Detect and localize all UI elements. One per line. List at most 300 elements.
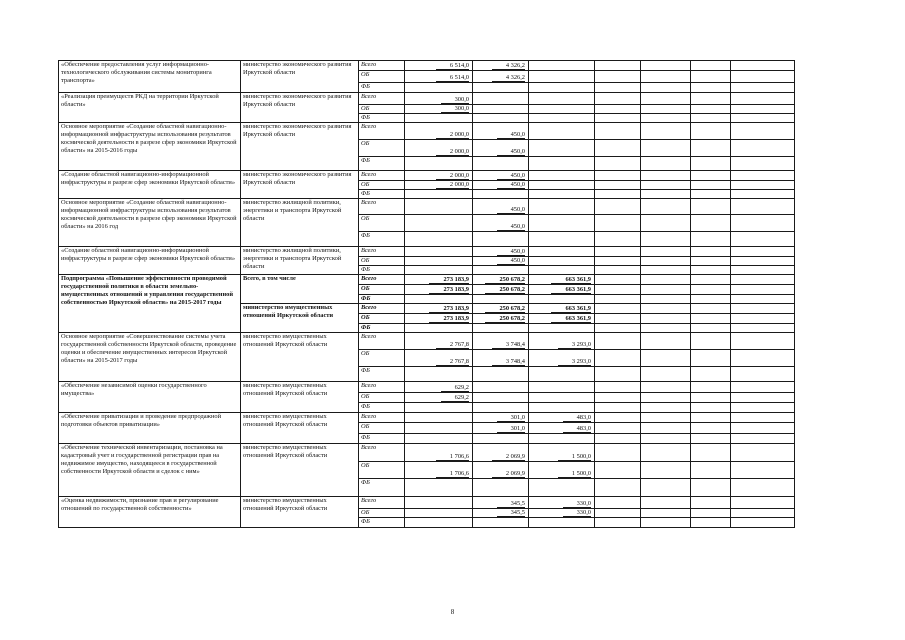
amount-cell <box>529 517 595 527</box>
amount-cell <box>405 303 473 313</box>
amount-cell <box>641 71 691 83</box>
amount-value: 1 706,6 <box>436 453 469 461</box>
amount-cell <box>529 381 595 392</box>
amount-cell <box>529 422 595 433</box>
amount-cell <box>691 443 731 461</box>
amount-cell <box>529 231 595 246</box>
amount-cell <box>691 156 731 170</box>
subprogram-name: Подпрограмма «Повышение эффективности проводимой государственной политики в области земельно-имущественных отношений и управления государственной собственностью Иркутской области» на 2015-2017 годы <box>59 274 241 332</box>
amount-cell <box>595 517 641 527</box>
amount-cell <box>691 349 731 366</box>
amount-cell <box>405 443 473 461</box>
amount-cell <box>529 412 595 422</box>
funding-type: ОБ <box>359 105 405 114</box>
amount-cell <box>473 303 529 313</box>
funding-type: ФБ <box>359 114 405 123</box>
amount-cell <box>595 443 641 461</box>
amount-cell <box>595 332 641 349</box>
amount-cell <box>405 496 473 508</box>
amount-cell <box>731 366 795 381</box>
executor: министерство имущественных отношений Иркутской области <box>241 381 359 412</box>
funding-type: ФБ <box>359 189 405 198</box>
amount-cell <box>731 496 795 508</box>
amount-cell <box>731 422 795 433</box>
amount-value: 345,5 <box>497 509 525 517</box>
amount-cell <box>595 246 641 256</box>
amount-cell <box>641 180 691 189</box>
budget-table-sheet <box>58 60 850 528</box>
executor: министерство имущественных отношений Иркутской области <box>241 443 359 496</box>
amount-cell <box>595 461 641 478</box>
amount-cell <box>595 402 641 412</box>
amount-value: 450,0 <box>497 206 525 214</box>
amount-value: 483,0 <box>563 425 591 433</box>
funding-type: Всего <box>359 198 405 214</box>
funding-type: ФБ <box>359 366 405 381</box>
amount-cell <box>473 71 529 83</box>
amount-cell <box>473 402 529 412</box>
funding-type: ОБ <box>359 461 405 478</box>
amount-cell <box>731 180 795 189</box>
table-row <box>59 412 851 422</box>
amount-value: 345,5 <box>497 500 525 508</box>
amount-cell <box>691 214 731 231</box>
amount-value: 273 183,9 <box>429 305 469 313</box>
amount-cell <box>473 313 529 323</box>
measure-name: «Обеспечение приватизации и проведение предпродажной подготовки объектов приватизации» <box>59 412 241 443</box>
amount-cell <box>691 180 731 189</box>
amount-cell <box>731 461 795 478</box>
amount-cell <box>405 433 473 443</box>
table-row <box>59 274 851 284</box>
amount-value: 450,0 <box>497 248 525 256</box>
amount-cell <box>595 122 641 139</box>
amount-cell <box>405 61 473 71</box>
amount-value: 3 748,4 <box>492 341 525 349</box>
amount-cell <box>529 246 595 256</box>
amount-cell <box>641 412 691 422</box>
table-row <box>59 61 851 71</box>
amount-cell <box>595 284 641 294</box>
amount-value: 663 361,9 <box>551 276 591 284</box>
amount-cell <box>405 93 473 105</box>
amount-cell <box>731 508 795 517</box>
amount-cell <box>691 114 731 123</box>
amount-cell <box>691 496 731 508</box>
amount-cell <box>691 508 731 517</box>
amount-cell <box>731 332 795 349</box>
amount-cell <box>405 139 473 156</box>
amount-cell <box>405 214 473 231</box>
amount-cell <box>691 246 731 256</box>
amount-cell <box>473 256 529 265</box>
amount-value: 629,2 <box>441 384 469 392</box>
amount-cell <box>595 323 641 332</box>
amount-cell <box>691 122 731 139</box>
measure-name: «Реализация преимуществ РКД на территории Иркутской области» <box>59 93 241 123</box>
amount-cell <box>473 61 529 71</box>
amount-cell <box>595 478 641 496</box>
funding-type: Всего <box>359 381 405 392</box>
amount-value: 4 326,2 <box>492 62 525 70</box>
amount-cell <box>473 461 529 478</box>
amount-cell <box>595 105 641 114</box>
amount-cell <box>731 392 795 402</box>
amount-cell <box>731 323 795 332</box>
amount-cell <box>529 61 595 71</box>
amount-cell <box>731 274 795 284</box>
table-row <box>59 496 851 508</box>
amount-cell <box>405 412 473 422</box>
amount-cell <box>529 508 595 517</box>
measure-name: «Создание областной навигационно-информационной инфраструктуры в разрезе сфер экономики Иркутской области» <box>59 246 241 274</box>
amount-cell <box>473 93 529 105</box>
measure-name: «Обеспечение технической инвентаризации, постановка на кадастровый учет и государственной регистрации прав на недвижимое имущество, находящееся в государственной собственности Иркутской области и сделок с ним» <box>59 443 241 496</box>
amount-cell <box>731 198 795 214</box>
amount-value: 6 514,0 <box>436 74 469 82</box>
amount-cell <box>473 170 529 180</box>
measure-name: «Обеспечение независимой оценки государственного имущества» <box>59 381 241 412</box>
amount-cell <box>731 381 795 392</box>
amount-cell <box>529 170 595 180</box>
amount-value: 3 748,4 <box>492 358 525 366</box>
measure-name: «Обеспечение предоставления услуг информационно-технологического обслуживания системы мониторинга транспорта» <box>59 61 241 93</box>
amount-value: 2 767,8 <box>436 358 469 366</box>
amount-cell <box>731 105 795 114</box>
amount-cell <box>595 170 641 180</box>
amount-cell <box>595 180 641 189</box>
amount-cell <box>473 508 529 517</box>
amount-cell <box>595 303 641 313</box>
funding-type: ОБ <box>359 422 405 433</box>
table-row <box>59 93 851 105</box>
funding-type: Всего <box>359 61 405 71</box>
amount-cell <box>595 313 641 323</box>
amount-cell <box>405 517 473 527</box>
amount-cell <box>691 461 731 478</box>
amount-cell <box>731 114 795 123</box>
amount-value: 2 069,9 <box>492 470 525 478</box>
amount-cell <box>595 381 641 392</box>
amount-value: 450,0 <box>497 148 525 156</box>
amount-cell <box>731 122 795 139</box>
amount-cell <box>405 508 473 517</box>
amount-cell <box>731 294 795 303</box>
amount-cell <box>405 265 473 274</box>
executor: министерство жилищной политики, энергетики и транспорта Иркутской области <box>241 246 359 274</box>
funding-type: ОБ <box>359 313 405 323</box>
amount-cell <box>595 114 641 123</box>
amount-value: 2 000,0 <box>436 148 469 156</box>
executor: министерство экономического развития Иркутской области <box>241 170 359 198</box>
funding-type: ФБ <box>359 265 405 274</box>
amount-cell <box>641 443 691 461</box>
amount-cell <box>595 156 641 170</box>
amount-cell <box>405 349 473 366</box>
amount-cell <box>405 246 473 256</box>
amount-cell <box>731 303 795 313</box>
amount-cell <box>641 93 691 105</box>
amount-cell <box>691 294 731 303</box>
amount-cell <box>691 105 731 114</box>
amount-cell <box>405 461 473 478</box>
amount-cell <box>691 284 731 294</box>
amount-cell <box>529 461 595 478</box>
amount-cell <box>731 214 795 231</box>
amount-cell <box>731 517 795 527</box>
amount-cell <box>595 294 641 303</box>
amount-cell <box>641 517 691 527</box>
amount-cell <box>595 83 641 93</box>
amount-cell <box>405 381 473 392</box>
funding-type: Всего <box>359 412 405 422</box>
amount-cell <box>691 402 731 412</box>
funding-type: Всего <box>359 303 405 313</box>
amount-cell <box>405 198 473 214</box>
funding-type: ФБ <box>359 83 405 93</box>
amount-cell <box>405 256 473 265</box>
amount-cell <box>473 265 529 274</box>
funding-type: ОБ <box>359 349 405 366</box>
amount-cell <box>731 93 795 105</box>
amount-cell <box>641 256 691 265</box>
amount-cell <box>405 189 473 198</box>
measure-name: «Оценка недвижимости, признание прав и регулирование отношений по государственной собственности» <box>59 496 241 527</box>
amount-cell <box>691 517 731 527</box>
executor: министерство имущественных отношений Иркутской области <box>241 412 359 443</box>
amount-cell <box>641 392 691 402</box>
amount-cell <box>595 392 641 402</box>
amount-cell <box>731 83 795 93</box>
amount-value: 663 361,9 <box>551 286 591 294</box>
amount-cell <box>641 303 691 313</box>
amount-cell <box>731 284 795 294</box>
amount-cell <box>529 274 595 284</box>
amount-value: 301,0 <box>497 414 525 422</box>
executor: Всего, в том числе <box>241 274 359 303</box>
amount-cell <box>691 189 731 198</box>
amount-value: 250 678,2 <box>485 305 525 313</box>
amount-value: 273 183,9 <box>429 315 469 323</box>
amount-cell <box>405 83 473 93</box>
amount-cell <box>529 156 595 170</box>
amount-cell <box>691 323 731 332</box>
funding-type: Всего <box>359 122 405 139</box>
amount-cell <box>595 231 641 246</box>
amount-value: 6 514,0 <box>436 62 469 70</box>
amount-cell <box>691 392 731 402</box>
amount-cell <box>473 294 529 303</box>
amount-cell <box>641 478 691 496</box>
amount-cell <box>529 93 595 105</box>
amount-cell <box>473 156 529 170</box>
amount-value: 4 326,2 <box>492 74 525 82</box>
amount-cell <box>405 284 473 294</box>
amount-cell <box>473 180 529 189</box>
amount-cell <box>529 443 595 461</box>
amount-cell <box>529 198 595 214</box>
amount-cell <box>691 265 731 274</box>
funding-type: ОБ <box>359 71 405 83</box>
executor: министерство имущественных отношений Иркутской области <box>241 496 359 527</box>
amount-value: 1 500,0 <box>558 470 591 478</box>
amount-value: 273 183,9 <box>429 286 469 294</box>
amount-value: 1 500,0 <box>558 453 591 461</box>
amount-value: 450,0 <box>497 172 525 180</box>
amount-cell <box>595 422 641 433</box>
amount-value: 3 293,0 <box>558 341 591 349</box>
amount-cell <box>641 461 691 478</box>
amount-cell <box>529 256 595 265</box>
funding-type: ФБ <box>359 294 405 303</box>
funding-type: ОБ <box>359 139 405 156</box>
amount-cell <box>529 349 595 366</box>
amount-cell <box>641 105 691 114</box>
amount-cell <box>731 156 795 170</box>
amount-cell <box>731 189 795 198</box>
amount-cell <box>473 189 529 198</box>
amount-cell <box>595 433 641 443</box>
amount-cell <box>473 274 529 284</box>
measure-name: Основное мероприятие «Создание областной навигационно-информационной инфраструктуры использования результатов космической деятельности в разрезе сфер экономики Иркутской области» на 2015-2016 годы <box>59 122 241 170</box>
amount-cell <box>691 170 731 180</box>
amount-cell <box>691 256 731 265</box>
amount-cell <box>473 433 529 443</box>
page-number: 8 <box>450 608 455 616</box>
amount-cell <box>641 496 691 508</box>
amount-cell <box>473 496 529 508</box>
amount-value: 300,0 <box>441 105 469 113</box>
amount-cell <box>595 214 641 231</box>
amount-cell <box>473 139 529 156</box>
funding-type: ОБ <box>359 392 405 402</box>
amount-value: 330,0 <box>563 500 591 508</box>
amount-cell <box>641 294 691 303</box>
amount-cell <box>691 313 731 323</box>
amount-cell <box>641 61 691 71</box>
amount-cell <box>529 478 595 496</box>
amount-cell <box>529 284 595 294</box>
amount-cell <box>731 478 795 496</box>
amount-cell <box>405 313 473 323</box>
amount-cell <box>691 422 731 433</box>
table-row <box>59 443 851 461</box>
amount-cell <box>473 198 529 214</box>
amount-cell <box>473 246 529 256</box>
amount-cell <box>595 71 641 83</box>
amount-value: 1 706,6 <box>436 470 469 478</box>
table-row <box>59 332 851 349</box>
amount-cell <box>641 122 691 139</box>
amount-cell <box>691 381 731 392</box>
amount-cell <box>529 122 595 139</box>
executor: министерство имущественных отношений Иркутской области <box>241 303 359 332</box>
amount-cell <box>405 323 473 332</box>
amount-cell <box>529 83 595 93</box>
amount-cell <box>595 265 641 274</box>
amount-cell <box>405 392 473 402</box>
executor: министерство жилищной политики, энергетики и транспорта Иркутской области <box>241 198 359 246</box>
amount-cell <box>641 313 691 323</box>
amount-cell <box>473 83 529 93</box>
table-row <box>59 198 851 214</box>
amount-cell <box>405 294 473 303</box>
amount-cell <box>405 156 473 170</box>
amount-cell <box>529 496 595 508</box>
amount-cell <box>473 323 529 332</box>
amount-cell <box>731 170 795 180</box>
amount-cell <box>641 381 691 392</box>
amount-cell <box>641 156 691 170</box>
amount-value: 301,0 <box>497 425 525 433</box>
amount-cell <box>529 332 595 349</box>
amount-cell <box>405 274 473 284</box>
amount-cell <box>473 381 529 392</box>
amount-cell <box>641 214 691 231</box>
amount-cell <box>595 139 641 156</box>
amount-cell <box>529 402 595 412</box>
amount-cell <box>405 105 473 114</box>
amount-cell <box>641 246 691 256</box>
amount-cell <box>595 412 641 422</box>
amount-value: 450,0 <box>497 257 525 265</box>
amount-cell <box>595 93 641 105</box>
amount-cell <box>641 198 691 214</box>
amount-cell <box>529 323 595 332</box>
amount-cell <box>641 83 691 93</box>
amount-value: 250 678,2 <box>485 276 525 284</box>
funding-type: Всего <box>359 443 405 461</box>
table-row <box>59 246 851 256</box>
amount-cell <box>641 114 691 123</box>
amount-cell <box>731 231 795 246</box>
amount-value: 2 000,0 <box>436 181 469 189</box>
amount-cell <box>731 265 795 274</box>
executor: министерство экономического развития Иркутской области <box>241 122 359 170</box>
amount-cell <box>473 349 529 366</box>
amount-cell <box>473 422 529 433</box>
funding-type: Всего <box>359 246 405 256</box>
amount-cell <box>641 284 691 294</box>
funding-type: ФБ <box>359 478 405 496</box>
measure-name: Основное мероприятие «Создание областной навигационно-информационной инфраструктуры использования результатов космической деятельности в разрезе сфер экономики Иркутской области» на 2016 год <box>59 198 241 246</box>
amount-cell <box>405 422 473 433</box>
amount-cell <box>691 71 731 83</box>
amount-cell <box>731 412 795 422</box>
amount-cell <box>595 189 641 198</box>
amount-cell <box>405 180 473 189</box>
amount-value: 629,2 <box>441 394 469 402</box>
amount-value: 3 293,0 <box>558 358 591 366</box>
amount-value: 330,0 <box>563 509 591 517</box>
funding-type: ОБ <box>359 508 405 517</box>
funding-type: ФБ <box>359 517 405 527</box>
amount-cell <box>731 313 795 323</box>
funding-type: ОБ <box>359 180 405 189</box>
amount-value: 250 678,2 <box>485 286 525 294</box>
measure-name: «Создание областной навигационно-информационной инфраструктуры в разрезе сфер экономики Иркутской области» <box>59 170 241 198</box>
amount-cell <box>529 71 595 83</box>
amount-cell <box>473 443 529 461</box>
funding-type: ОБ <box>359 256 405 265</box>
amount-cell <box>691 332 731 349</box>
funding-type: Всего <box>359 274 405 284</box>
amount-cell <box>595 198 641 214</box>
table-row <box>59 381 851 392</box>
funding-type: ФБ <box>359 231 405 246</box>
amount-cell <box>731 349 795 366</box>
amount-cell <box>731 61 795 71</box>
